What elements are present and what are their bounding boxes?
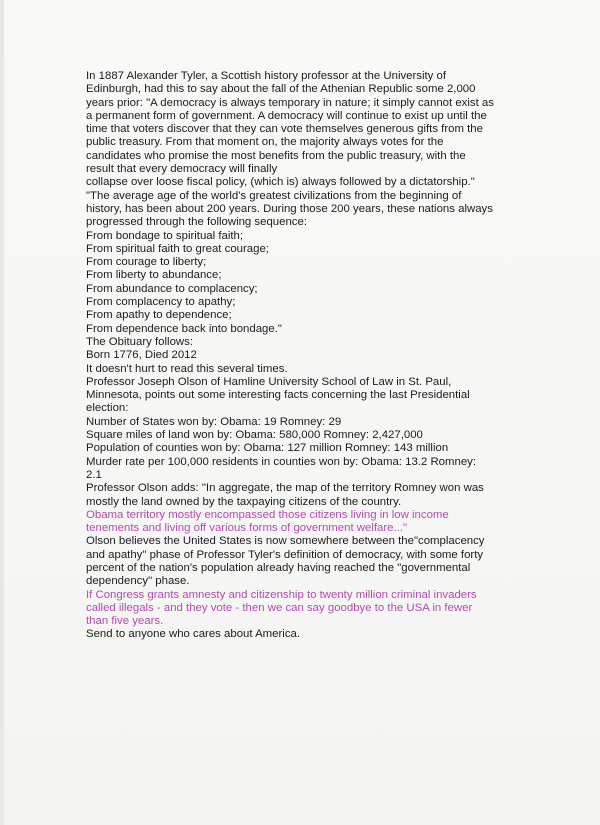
- text-line: public treasury. From that moment on, the majority always votes for the: [86, 136, 444, 149]
- text-line: dependency" phase.: [86, 575, 190, 588]
- highlighted-text-line: called illegals - and they vote - then we can say goodbye to the USA in fewer: [86, 601, 473, 614]
- text-line: mostly the land owned by the taxpaying citizens of the country.: [86, 495, 402, 508]
- text-line: It doesn't hurt to read this several times.: [86, 362, 288, 375]
- highlighted-text-line: Obama territory mostly encompassed those citizens living in low income: [86, 508, 449, 521]
- text-line: Professor Joseph Olson of Hamline University School of Law in St. Paul,: [86, 375, 452, 388]
- text-line: percent of the nation's population already having reached the "governmental: [86, 561, 471, 574]
- highlighted-text-line: tenements and living off various forms of government welfare...": [86, 522, 408, 535]
- text-line: In 1887 Alexander Tyler, a Scottish history professor at the University of: [86, 70, 447, 82]
- text-line: Number of States won by: Obama: 19 Romney: 29: [86, 415, 342, 428]
- text-line: The Obituary follows:: [86, 335, 193, 348]
- text-line: Professor Olson adds: "In aggregate, the map of the territory Romney won was: [86, 482, 484, 495]
- text-line: Send to anyone who cares about America.: [86, 628, 301, 641]
- text-line: result that every democracy will finally: [86, 163, 278, 176]
- text-line: From dependence back into bondage.": [86, 322, 282, 335]
- text-line: Born 1776, Died 2012: [86, 349, 197, 362]
- text-line: Population of counties won by: Obama: 127 million Romney: 143 million: [86, 442, 449, 455]
- text-line: Olson believes the United States is now somewhere between the"complacency: [86, 535, 485, 548]
- highlighted-text-line: than five years.: [86, 615, 164, 628]
- text-line: candidates who promise the most benefits from the public treasury, with the: [86, 149, 466, 162]
- text-line: Minnesota, points out some interesting facts concerning the last Presidential: [86, 389, 470, 402]
- text-line: Edinburgh, had this to say about the fall of the Athenian Republic some 2,000: [86, 83, 476, 96]
- text-line: From spiritual faith to great courage;: [86, 242, 269, 255]
- page-edge-shadow: [0, 0, 4, 825]
- text-line: From abundance to complacency;: [86, 282, 258, 295]
- document-text-block: [86, 70, 506, 642]
- text-line: collapse over loose fiscal policy, (which is) always followed by a dictatorship.": [86, 176, 475, 189]
- text-line: a permanent form of government. A democracy will continue to exist up until the: [86, 109, 487, 122]
- text-line: From complacency to apathy;: [86, 296, 236, 309]
- text-line: From courage to liberty;: [86, 256, 207, 269]
- text-line: history, has been about 200 years. During those 200 years, these nations always: [86, 202, 493, 215]
- text-line: From liberty to abundance;: [86, 269, 222, 282]
- highlighted-text-line: If Congress grants amnesty and citizenship to twenty million criminal invaders: [86, 588, 477, 601]
- text-line: Murder rate per 100,000 residents in counties won by: Obama: 13.2 Romney:: [86, 455, 477, 468]
- text-line: "The average age of the world's greatest civilizations from the beginning of: [86, 189, 462, 202]
- text-line: Square miles of land won by: Obama: 580,000 Romney: 2,427,000: [86, 429, 423, 442]
- text-line: 2.1: [86, 468, 102, 481]
- text-line: and apathy" phase of Professor Tyler's definition of democracy, with some forty: [86, 548, 484, 561]
- text-line: From bondage to spiritual faith;: [86, 229, 244, 242]
- text-line: time that voters discover that they can vote themselves generous gifts from the: [86, 123, 483, 136]
- text-line: From apathy to dependence;: [86, 309, 232, 322]
- text-line: progressed through the following sequence:: [86, 216, 307, 229]
- text-line: years prior: "A democracy is always temporary in nature; it simply cannot exist as: [86, 96, 494, 109]
- text-line: election:: [86, 402, 129, 415]
